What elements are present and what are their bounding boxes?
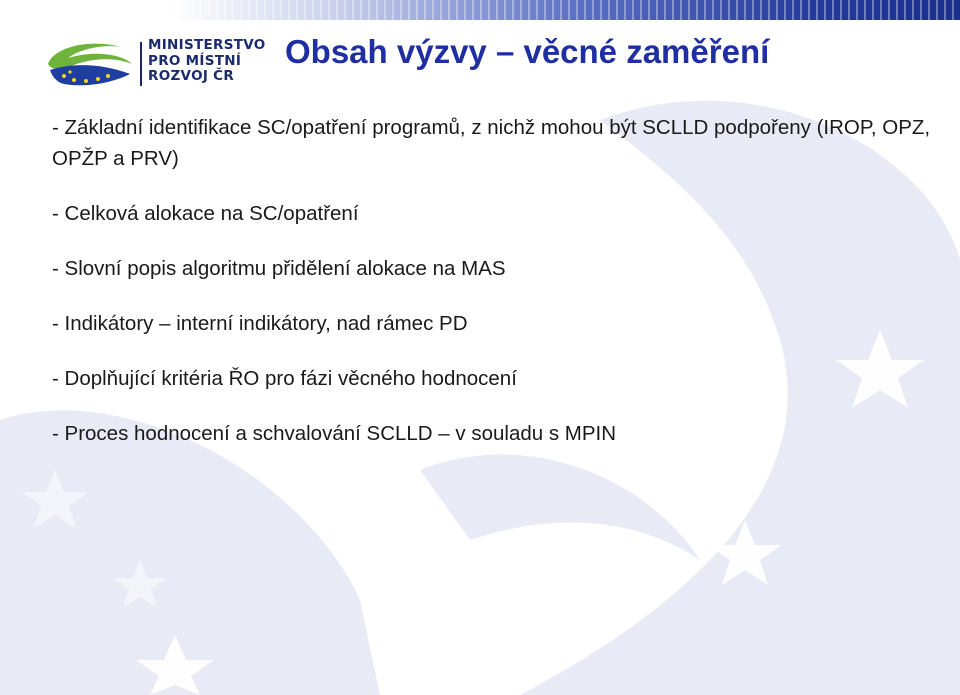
bullet-item: - Indikátory – interní indikátory, nad rámec PD: [52, 312, 468, 335]
logo-line-2: PRO MÍSTNÍ: [148, 52, 242, 69]
logo-line-3: ROZVOJ ČR: [148, 68, 235, 84]
bullet-item: - Doplňující kritéria ŘO pro fázi věcného hodnocení: [52, 367, 517, 390]
logo-line-1: MINISTERSTVO: [148, 37, 266, 53]
logo-divider: [140, 42, 142, 86]
bullet-list: [52, 112, 932, 449]
bullet-item: - Proces hodnocení a schvalování SCLLD – v souladu s MPIN: [52, 422, 617, 445]
logo-blue-wave: [50, 65, 130, 85]
bullet-item: - Základní identifikace SC/opatření programů, z nichž mohou být SCLLD podpořeny (IROP, OPZ, OPŽP a PRV): [52, 116, 931, 170]
slide-title: Obsah výzvy – věcné zaměření: [285, 33, 770, 70]
bullet-item: - Celková alokace na SC/opatření: [52, 202, 359, 225]
logo-wordmark: [148, 38, 278, 85]
bullet-item: - Slovní popis algoritmu přidělení alokace na MAS: [52, 257, 506, 280]
